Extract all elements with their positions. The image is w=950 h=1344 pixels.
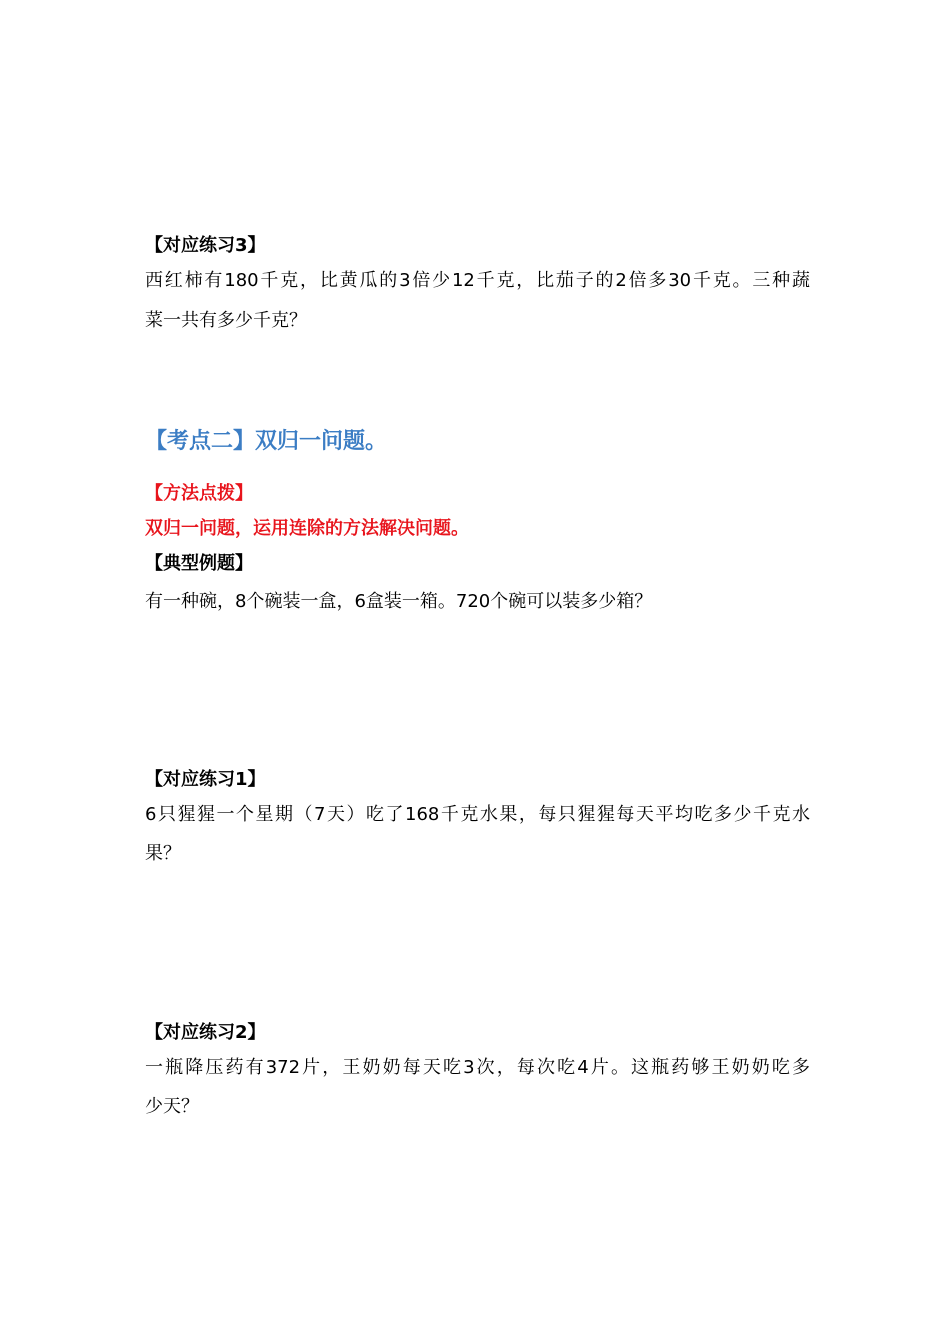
practice-1-question-line-2: 果？	[145, 843, 181, 864]
practice-3-label: 【对应练习3】	[145, 235, 266, 256]
example-label: 【典型例题】	[145, 553, 253, 574]
practice-3-question-line-1: 西红柿有180千克，比黄瓜的3倍少12千克，比茄子的2倍多30千克。三种蔬	[145, 270, 810, 291]
practice-3-question-line-2: 菜一共有多少千克？	[145, 310, 307, 331]
section-title: 【考点二】双归一问题。	[145, 429, 388, 454]
practice-2-question-line-2: 少天？	[145, 1096, 199, 1117]
method-tip-label: 【方法点拨】	[145, 483, 253, 504]
practice-2-question-line-1: 一瓶降压药有372片，王奶奶每天吃3次，每次吃4片。这瓶药够王奶奶吃多	[145, 1057, 810, 1078]
example-question: 有一种碗，8个碗装一盒，6盒装一箱。720个碗可以装多少箱？	[145, 591, 653, 612]
practice-2-label: 【对应练习2】	[145, 1022, 266, 1043]
practice-1-label: 【对应练习1】	[145, 769, 266, 790]
method-tip-text: 双归一问题，运用连除的方法解决问题。	[145, 518, 469, 539]
practice-1-question-line-1: 6只猩猩一个星期（7天）吃了168千克水果，每只猩猩每天平均吃多少千克水	[145, 804, 810, 825]
